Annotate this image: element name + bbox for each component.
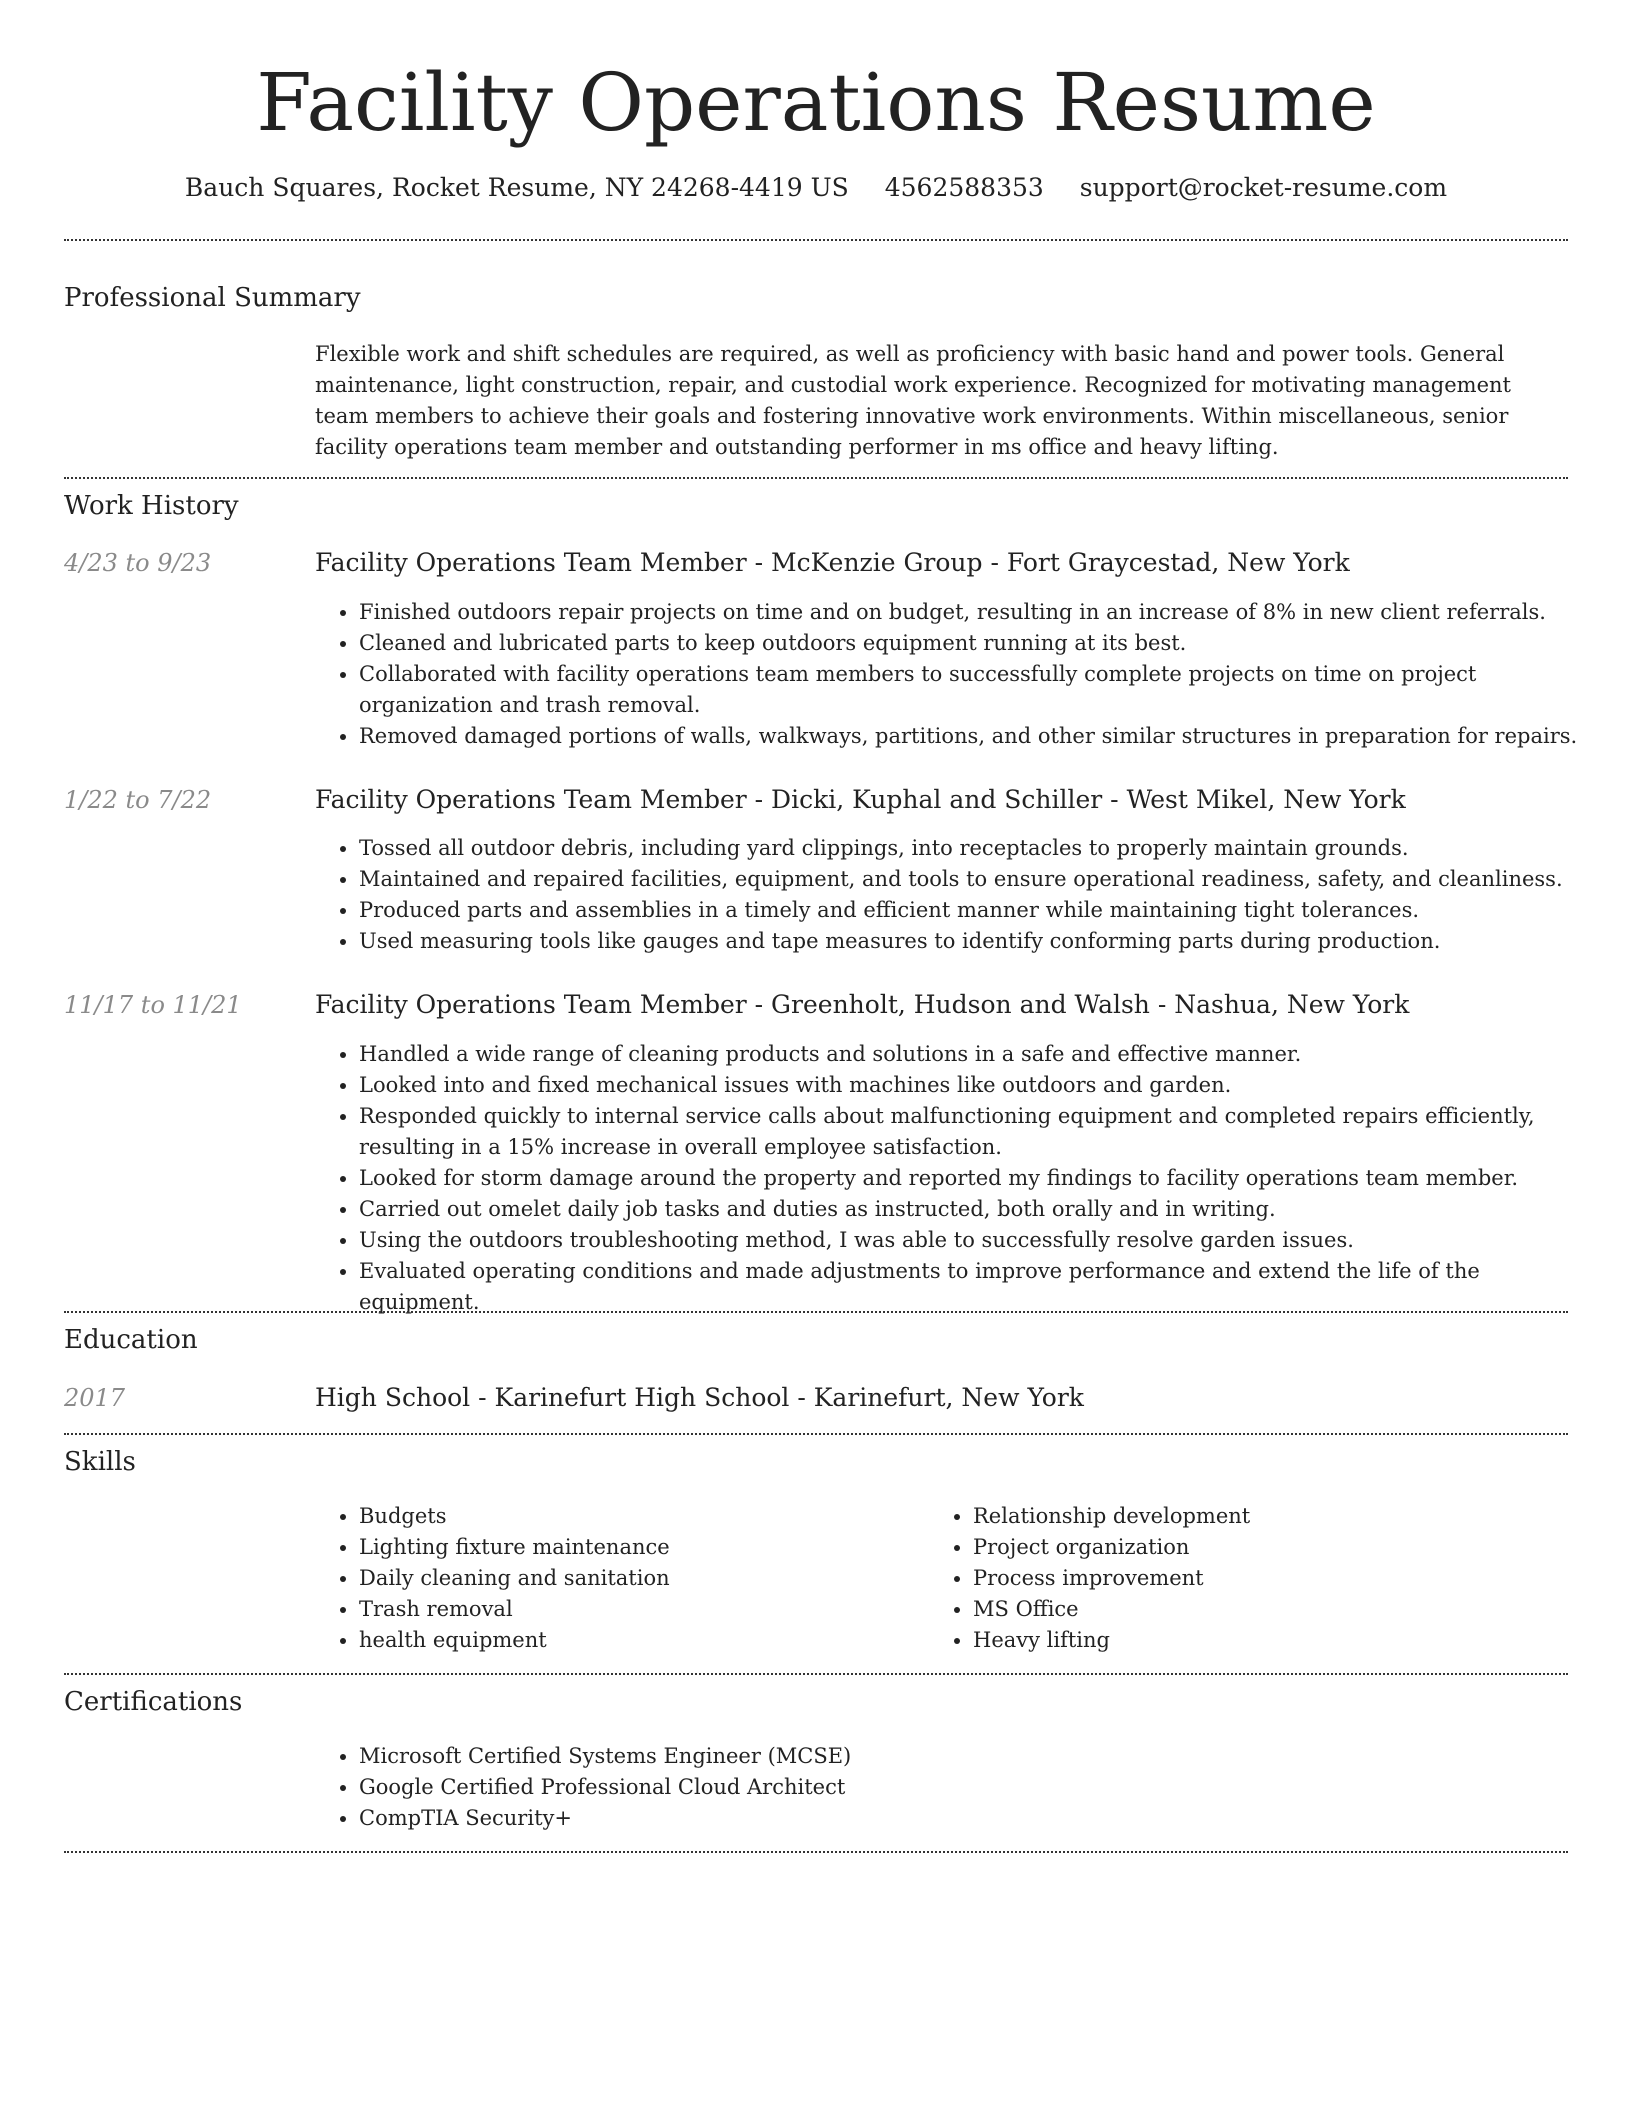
- certification-item: • CompTIA Security+: [359, 1803, 1359, 1834]
- certification-item: • Microsoft Certified Systems Engineer (MCSE): [359, 1741, 1359, 1772]
- job-title: Facility Operations Team Member - Dicki, Kuphal and Schiller - West Mikel, New York: [315, 785, 1406, 814]
- skill-item: • MS Office: [973, 1594, 1573, 1625]
- divider: [64, 1311, 1568, 1313]
- divider: [64, 239, 1568, 241]
- job-bullets: [315, 1039, 1599, 1318]
- certification-item: • Google Certified Professional Cloud Architect: [359, 1772, 1359, 1803]
- job-bullets: [315, 833, 1599, 957]
- summary-text: Flexible work and shift schedules are required, as well as proficiency with basic hand and power tools. General maintenance, light construction, repair, and custodial work experience. Recognized for motivating management team members to achieve their goals and fostering innovative work environments. Within miscellaneous, senior facility operations team member and outstanding performer in ms office and heavy lifting.: [315, 342, 1511, 459]
- contact-email: support@rocket-resume.com: [1079, 173, 1448, 202]
- job-dates: 1/22 to 7/22: [64, 786, 212, 814]
- skill-item: • Trash removal: [359, 1594, 919, 1625]
- skill-item: • Project organization: [973, 1532, 1573, 1563]
- skills-list-right: [929, 1501, 1573, 1656]
- certifications-heading: Certifications: [64, 1687, 243, 1717]
- education-heading: Education: [64, 1325, 198, 1355]
- contact-address: Bauch Squares, Rocket Resume, NY 24268-4419 US: [184, 173, 849, 202]
- job-bullet: • Collaborated with facility operations team members to successfully complete projects on time on project organization and trash removal.: [359, 659, 1599, 721]
- skill-item: • health equipment: [359, 1625, 919, 1656]
- education-year: 2017: [64, 1384, 126, 1412]
- work-heading: Work History: [64, 491, 239, 521]
- skill-item: • Daily cleaning and sanitation: [359, 1563, 919, 1594]
- summary-heading: Professional Summary: [64, 283, 361, 313]
- certifications-list: [315, 1741, 1359, 1834]
- contact-line: [64, 168, 1568, 208]
- skill-item: • Lighting fixture maintenance: [359, 1532, 919, 1563]
- skills-list-left: [315, 1501, 919, 1656]
- skill-item: • Relationship development: [973, 1501, 1573, 1532]
- job-bullet: • Finished outdoors repair projects on time and on budget, resulting in an increase of 8% in new client referrals.: [359, 597, 1599, 628]
- job-dates: 11/17 to 11/21: [64, 991, 242, 1019]
- job-bullet: • Carried out omelet daily job tasks and duties as instructed, both orally and in writing.: [359, 1194, 1599, 1225]
- job-dates: 4/23 to 9/23: [64, 549, 212, 577]
- job-title: Facility Operations Team Member - McKenzie Group - Fort Graycestad, New York: [315, 548, 1350, 577]
- contact-phone: 4562588353: [884, 173, 1044, 202]
- job-bullet: • Cleaned and lubricated parts to keep outdoors equipment running at its best.: [359, 628, 1599, 659]
- skills-heading: Skills: [64, 1447, 136, 1477]
- job-bullet: • Maintained and repaired facilities, equipment, and tools to ensure operational readiness, safety, and cleanliness.: [359, 864, 1599, 895]
- job-bullet: • Produced parts and assemblies in a timely and efficient manner while maintaining tight tolerances.: [359, 895, 1599, 926]
- job-bullet: • Using the outdoors troubleshooting method, I was able to successfully resolve garden issues.: [359, 1225, 1599, 1256]
- job-bullet: • Removed damaged portions of walls, walkways, partitions, and other similar structures in preparation for repairs.: [359, 721, 1599, 752]
- job-bullet: • Used measuring tools like gauges and tape measures to identify conforming parts during production.: [359, 926, 1599, 957]
- skill-item: • Process improvement: [973, 1563, 1573, 1594]
- resume-title: Facility Operations Resume: [256, 56, 1376, 149]
- job-bullet: • Evaluated operating conditions and made adjustments to improve performance and extend the life of the equipment.: [359, 1256, 1599, 1318]
- job-bullet: • Tossed all outdoor debris, including yard clippings, into receptacles to properly maintain grounds.: [359, 833, 1599, 864]
- education-title: High School - Karinefurt High School - Karinefurt, New York: [315, 1383, 1084, 1412]
- job-bullets: [315, 597, 1599, 752]
- skill-item: • Budgets: [359, 1501, 919, 1532]
- divider: [64, 477, 1568, 479]
- divider: [64, 1673, 1568, 1675]
- divider: [64, 1433, 1568, 1435]
- skill-item: • Heavy lifting: [973, 1625, 1573, 1656]
- job-bullet: • Handled a wide range of cleaning products and solutions in a safe and effective manner.: [359, 1039, 1599, 1070]
- job-title: Facility Operations Team Member - Greenholt, Hudson and Walsh - Nashua, New York: [315, 990, 1410, 1019]
- job-bullet: • Looked into and fixed mechanical issues with machines like outdoors and garden.: [359, 1070, 1599, 1101]
- job-bullet: • Looked for storm damage around the property and reported my findings to facility operations team member.: [359, 1163, 1599, 1194]
- divider: [64, 1851, 1568, 1853]
- job-bullet: • Responded quickly to internal service calls about malfunctioning equipment and completed repairs efficiently, resulting in a 15% increase in overall employee satisfaction.: [359, 1101, 1599, 1163]
